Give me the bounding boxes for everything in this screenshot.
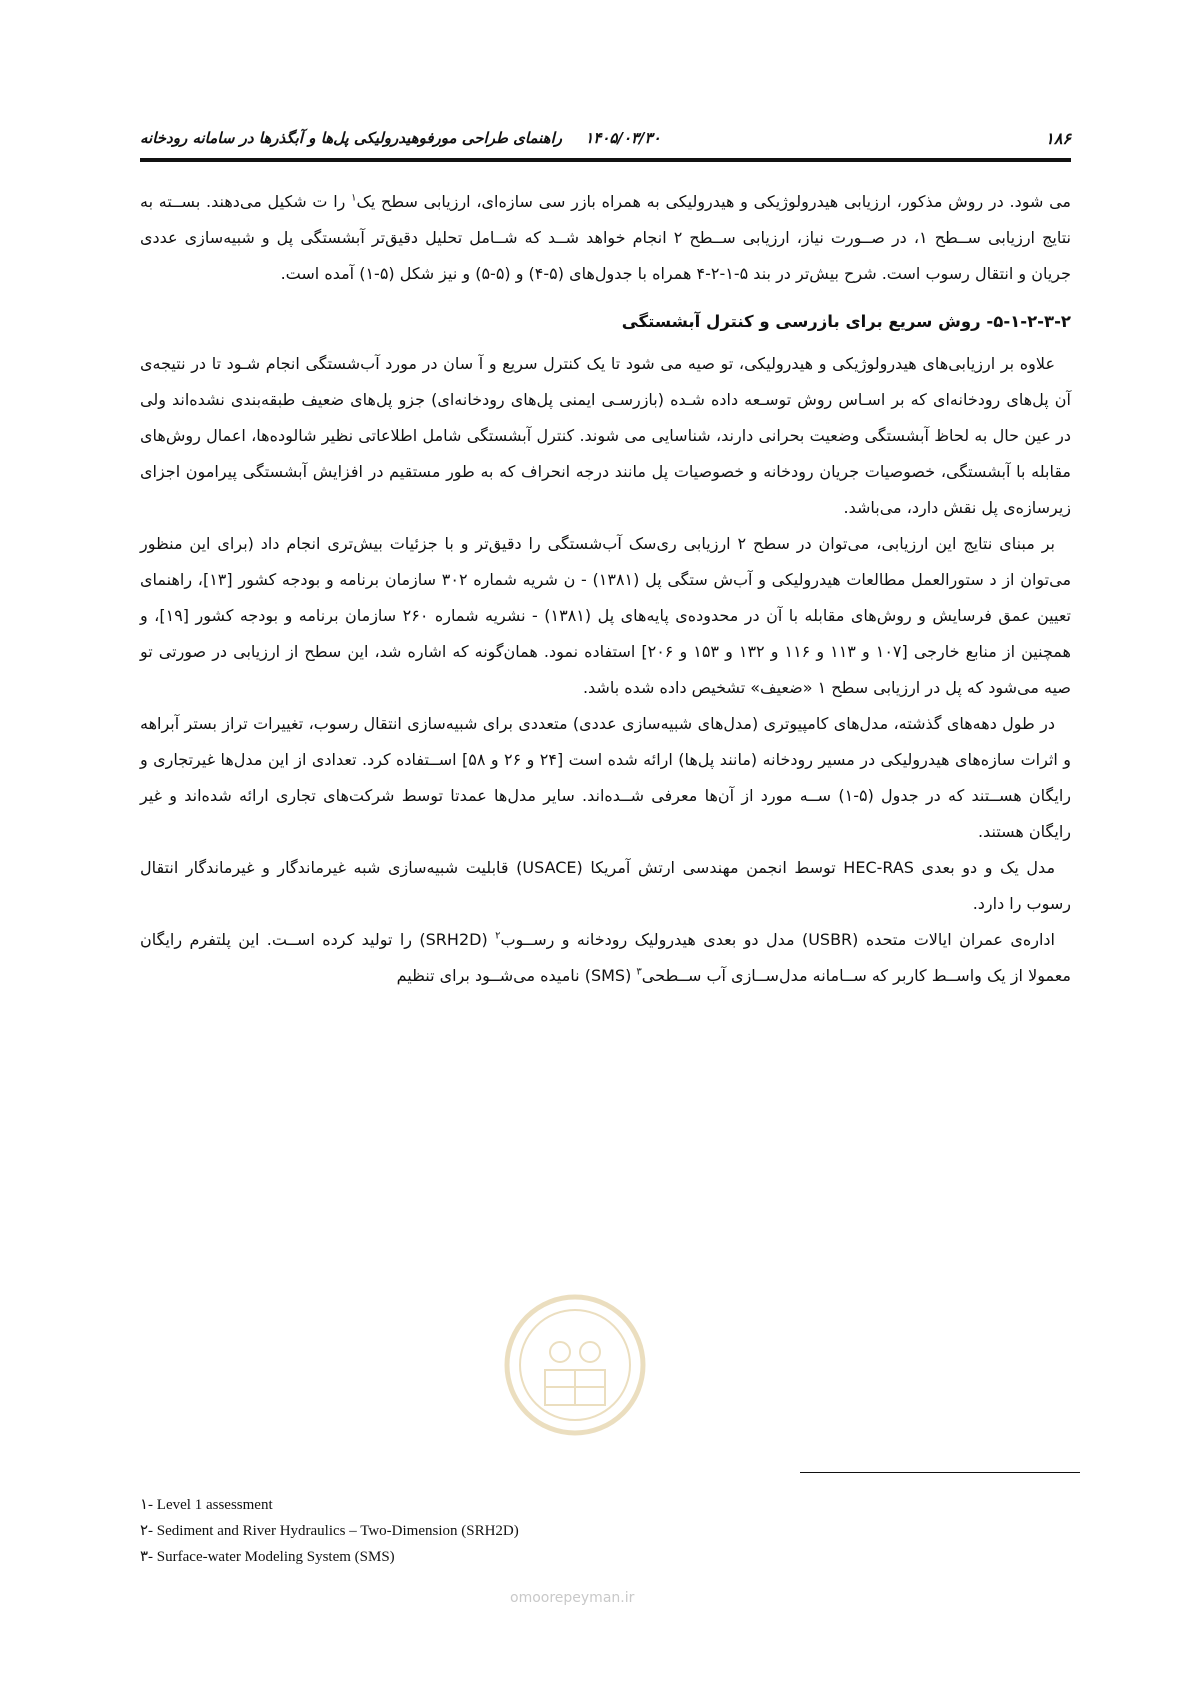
footnote-mark-2[interactable]: ۲	[495, 930, 501, 942]
para5-part-c: (SMS) نامیده می‌شــود برای تنظیم	[396, 966, 637, 985]
footnotes	[140, 1492, 840, 1570]
watermark-url: omoorepeyman.ir	[510, 1590, 635, 1606]
header-date: ۱۴۰۵/۰۳/۳۰	[585, 129, 661, 147]
intro-part-2: را ت شکیل می‌دهند. بســته به نتایج ارزیابی ســطح ۱، در صــورت نیاز، ارزیابی ســطح ۲ انجام خواهد شــد که شــامل تحلیل دقیق‌تر آبشستگی پل و شبیه‌سازی عددی جریان و انتقال رسوب است. شرح بیش‌تر در بند ۵-۱-۲-۴ همراه با جدول‌های (۵-۴) و (۵-۵) و نیز شکل (۵-۱) آمده است.	[140, 192, 1072, 283]
footnote-2: ۲- Sediment and River Hydraulics – Two-Dimension (SRH2D)	[140, 1523, 519, 1539]
watermark-seal-icon	[500, 1290, 650, 1440]
footnote-mark-1[interactable]: ۱	[351, 192, 357, 204]
para5-part-a: اداره‌ی عمران ایالات متحده (USBR) مدل دو بعدی هیدرولیک رودخانه و رســوب	[500, 930, 1055, 949]
paragraph-2: بر مبنای نتایج این ارزیابی، می‌توان در سطح ۲ ارزیابی ری‌سک آب‌شستگی را دقیق‌تر و با جزئیات بیش‌تری انجام داد (برای این منظور می‌توان از د ستورالعمل مطالعات هیدرولیکی و آب‌ش ستگی پل (۱۳۸۱) - ن شریه شماره ۳۰۲ سازمان برنامه و بودجه کشور [۱۳]، راهنمای تعیین عمق فرسایش و روش‌های مقابله با آن در محدوده‌ی پایه‌های پل (۱۳۸۱) - نشریه شماره ۲۶۰ سازمان برنامه و بودجه کشور [۱۹]، و همچنین از منابع خارجی [۱۰۷ و ۱۱۳ و ۱۱۶ و ۱۳۲ و ۱۵۳ و ۲۰۶] استفاده نمود. همان‌گونه که اشاره شد، این سطح از ارزیابی در صورتی تو صیه می‌شود که پل در ارزیابی سطح ۱ «ضعیف» تشخیص داده شده باشد.	[140, 534, 1072, 697]
paragraph-1: علاوه بر ارزیابی‌های هیدرولوژیکی و هیدرولیکی، تو صیه می شود تا یک کنترل سریع و آ سان در مورد آب‌شستگی انجام شـود تا در نتیجه‌ی آن پل‌های رودخانه‌ای که بر اسـاس روش توسـعه داده شـده (بازرسـی ایمنی پل‌های رودخانه‌ای) جزو پل‌های ضعیف طبقه‌بندی نشده‌اند ولی در عین حال به لحاظ آبشستگی وضعیت بحرانی دارند، شناسایی می شوند. کنترل آبشستگی شامل اطلاعاتی نظیر شالوده‌ها، اعمال روش‌های مقابله با آبشستگی، خصوصیات جریان رودخانه و خصوصیات پل مانند درجه انحراف که به طور مستقیم در افزایش آبشستگی پیرامون اجزای زیرسازه‌ی پل نقش دارد، می‌باشد.	[140, 354, 1071, 517]
paragraph-5	[140, 922, 1071, 994]
para5-part-b: (SRH2D) را تولید کرده اســت. این پلتفرم رایگان معمولا از یک واســط کاربر که ســامانه مدل‌ســازی آب ســطحی	[140, 930, 1071, 985]
page-number: ۱۸۶	[1045, 128, 1071, 148]
footnote-3: ۳- Surface-water Modeling System (SMS)	[140, 1549, 395, 1565]
header-title-group	[140, 129, 661, 147]
footnote-mark-3[interactable]: ۳	[636, 966, 642, 978]
paragraph-intro	[140, 184, 1071, 292]
section-heading: ۵-۱-۲-۳-۲- روش سریع برای بازرسی و کنترل آبشستگی	[621, 312, 1071, 331]
paragraph-3: در طول دهه‌های گذشته، مدل‌های کامپیوتری (مدل‌های شبیه‌سازی عددی) متعددی برای شبیه‌سازی انتقال رسوب، تغییرات تراز بستر آبراهه و اثرات سازه‌های هیدرولیکی در مسیر رودخانه (مانند پل‌ها) ارائه شده است [۲۴ و ۲۶ و ۵۸] اســتفاده کرد. تعدادی از این مدل‌ها غیرتجاری و رایگان هســتند که در جدول (۵-۱) ســه مورد از آن‌ها معرفی شــده‌اند. سایر مدل‌ها عمدتا توسط شرکت‌های تجاری ارائه شده‌اند و غیر رایگان هستند.	[140, 714, 1071, 841]
footnote-1: ۱- Level 1 assessment	[140, 1497, 273, 1513]
footnote-divider	[800, 1472, 1080, 1473]
page-header	[140, 118, 1071, 162]
header-title: راهنمای طراحی مورفوهیدرولیکی پل‌ها و آبگذرها در سامانه رودخانه	[140, 129, 562, 147]
body-text	[140, 184, 1071, 994]
paragraph-4: مدل یک و دو بعدی HEC-RAS توسط انجمن مهندسی ارتش آمریکا (USACE) قابلیت شبیه‌سازی شبه غیرماندگار و غیرماندگار انتقال رسوب را دارد.	[140, 858, 1071, 913]
intro-part-1: می شود. در روش مذکور، ارزیابی هیدرولوژیکی و هیدرولیکی به همراه بازر سی سازه‌ای، ارزیابی سطح یک	[356, 192, 1072, 211]
